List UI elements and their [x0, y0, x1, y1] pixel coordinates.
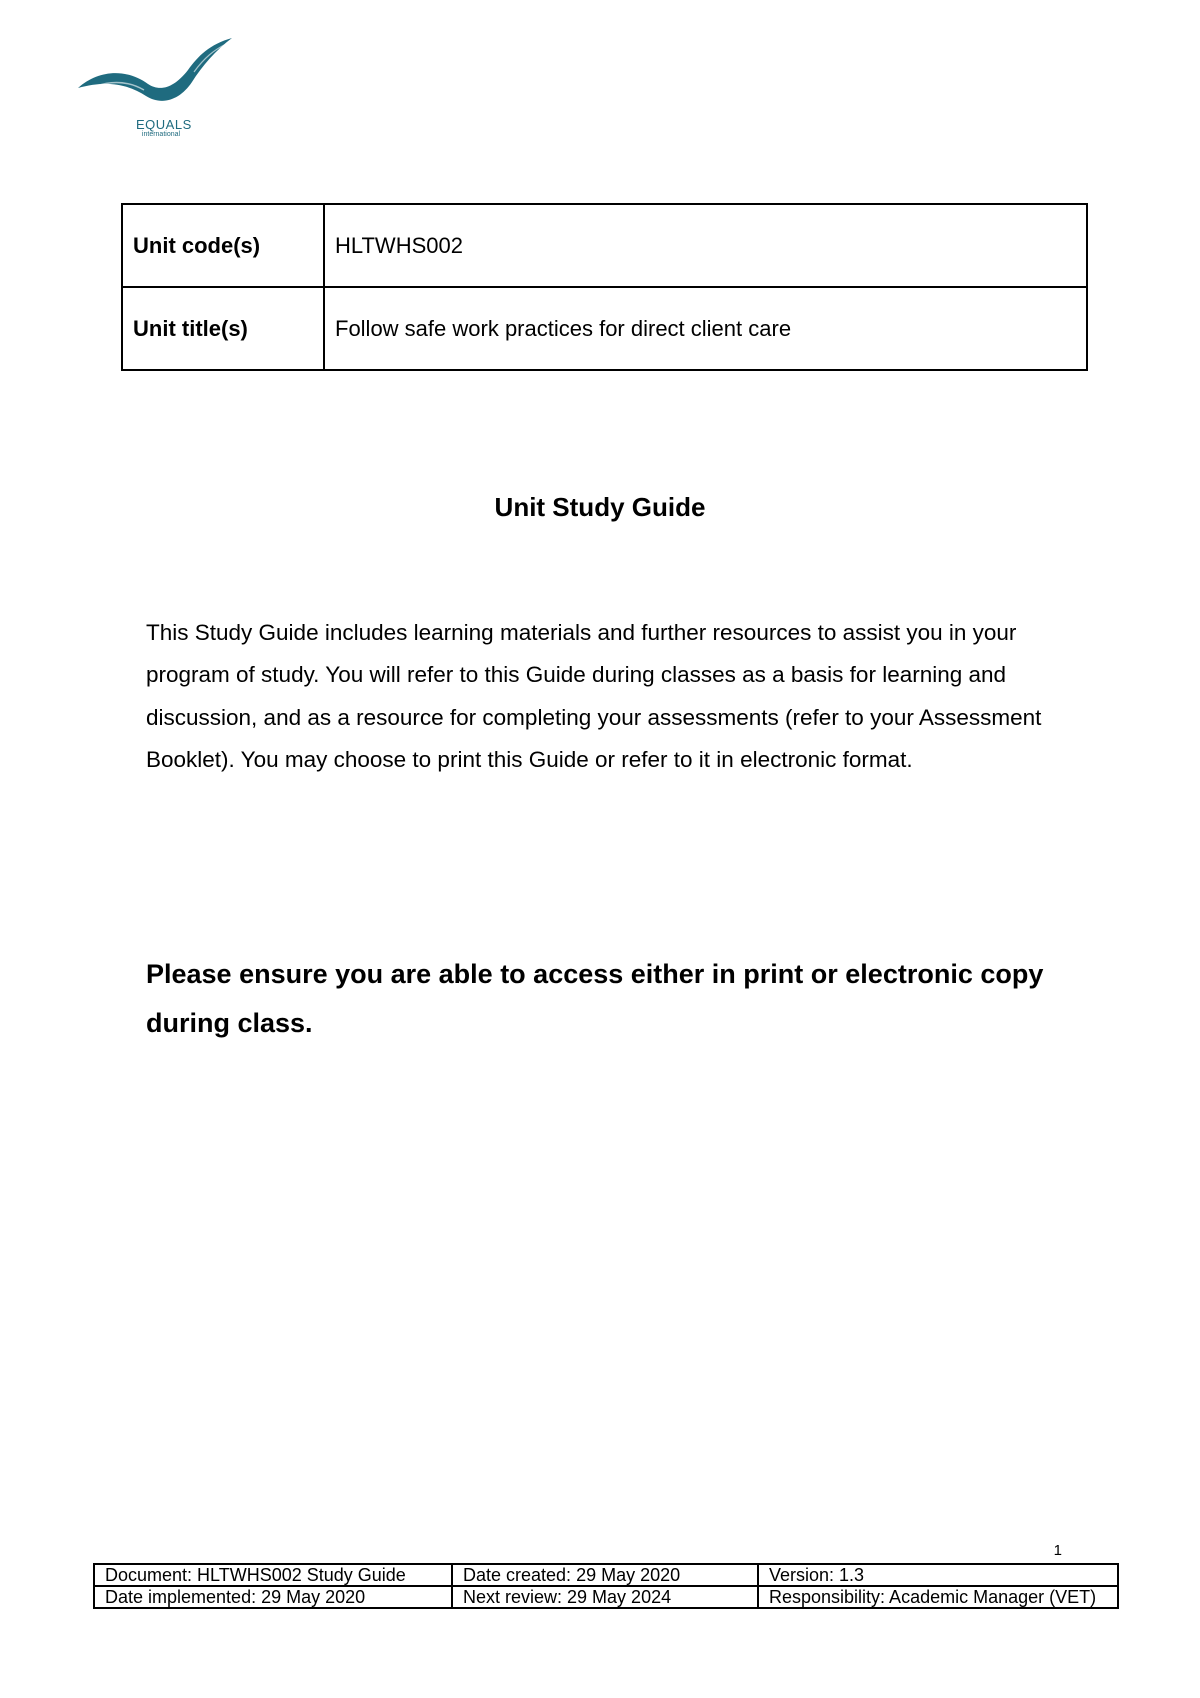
seagull-icon [76, 36, 236, 126]
table-row [122, 204, 1087, 287]
unit-details-table [121, 203, 1088, 371]
page-title: Unit Study Guide [494, 492, 706, 522]
document-footer-table [93, 1563, 1119, 1609]
footer-date-created: Date created: 29 May 2020 [452, 1564, 758, 1586]
table-row [122, 287, 1087, 370]
table-row [94, 1564, 1118, 1586]
notice-paragraph: Please ensure you are able to access either in print or electronic copy during class. [146, 959, 1044, 1038]
logo-subtitle: international [141, 131, 181, 138]
footer-next-review: Next review: 29 May 2024 [452, 1586, 758, 1608]
unit-code-value: HLTWHS002 [324, 204, 1087, 287]
unit-title-value: Follow safe work practices for direct client care [324, 287, 1087, 370]
unit-title-label: Unit title(s) [122, 287, 324, 370]
footer-document: Document: HLTWHS002 Study Guide [94, 1564, 452, 1586]
table-row [94, 1586, 1118, 1608]
footer-responsibility: Responsibility: Academic Manager (VET) [758, 1586, 1118, 1608]
intro-paragraph: This Study Guide includes learning materials and further resources to assist you in your program of study. You will refer to this Guide during classes as a basis for learning and discussion, and as a resource for completing your assessments (refer to your Assessment Booklet). You may choose to print this Guide or refer to it in electronic format. [146, 620, 1042, 772]
logo-wordmark: EQUALS [136, 117, 192, 132]
footer-version: Version: 1.3 [758, 1564, 1118, 1586]
equals-logo [76, 36, 236, 146]
page-number: 1 [1053, 1542, 1062, 1559]
unit-code-label: Unit code(s) [122, 204, 324, 287]
footer-date-implemented: Date implemented: 29 May 2020 [94, 1586, 452, 1608]
